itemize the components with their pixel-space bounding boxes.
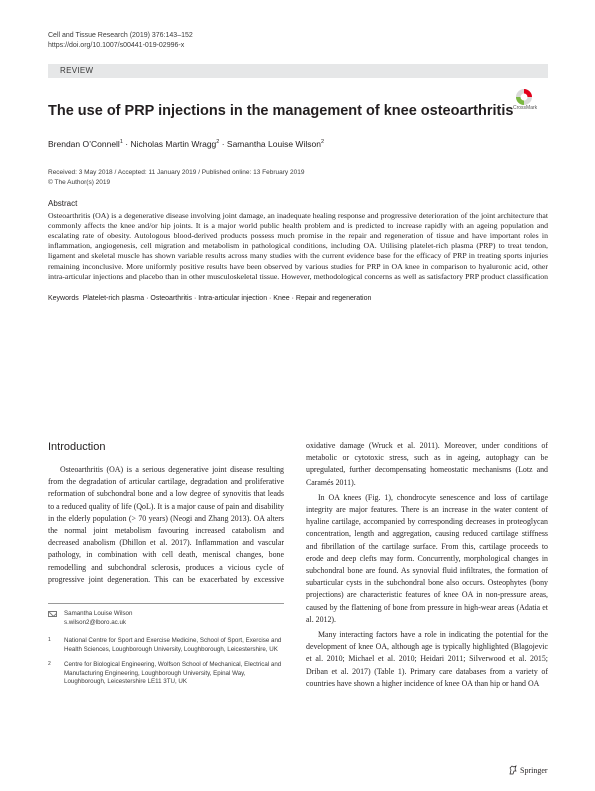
author-name[interactable]: Brendan O’Connell <box>48 139 120 149</box>
author-separator: · <box>122 139 131 149</box>
body-column-right <box>306 440 548 790</box>
author-separator: · <box>219 139 227 149</box>
article-type-label: REVIEW <box>60 66 94 75</box>
publication-dates <box>48 168 304 188</box>
author-name[interactable]: Nicholas Martin Wragg <box>130 139 217 149</box>
body-paragraph: oxidative damage (Wruck et al. 2011). Moreover, under conditions of metabolic or cytotoxic stress, such as in ageing, autophagy can be upregulated, further decompensating homeostatic mechanisms (Lotz and Caramés 2011). <box>306 441 548 487</box>
footnote-divider <box>48 603 284 604</box>
affiliation-number: 2 <box>48 661 51 667</box>
author-affiliation: 2 <box>320 139 324 146</box>
abstract-section <box>48 199 548 283</box>
affiliation-text: Centre for Biological Engineering, Wolfson School of Mechanical, Electrical and Manufacturing Engineering, Loughborough University, Epinal Way, Loughborough, Leicestershire LE11 3TU, UK <box>64 661 282 685</box>
crossmark-label[interactable]: CrossMark <box>513 105 538 111</box>
mail-icon <box>48 611 57 617</box>
keywords-line <box>48 295 371 302</box>
affiliation-note <box>48 637 284 654</box>
affiliation-number: 1 <box>48 637 51 643</box>
abstract-heading: Abstract <box>48 199 78 208</box>
contact-name: Samantha Louise Wilson <box>64 610 133 617</box>
body-column-left <box>48 464 284 587</box>
article-title: The use of PRP injections in the management of knee osteoarthritis <box>48 103 514 119</box>
body-paragraph: Osteoarthritis (OA) is a serious degenerative joint disease resulting from the degradation of articular cartilage, degradation and proliferative reformation of subchondral bone and a low degree of synovitis that leads to a reduced quality of life (QoL). It is a major cause of pain and disability in the elderly population (> 70 years) (Neogi and Zhang 2013). OA alters the normal joint metabolism favouring increased catabolism and decreased anabolism (Dhillon et al. 2017). Inflammation and vascular pathology, in combination with cell death, meniscal changes, bone remodelling and subchondral sclerosis, produces a vicious cycle of progressive joint degeneration. This can be exacerbated by excessive <box>48 465 284 584</box>
keywords-label: Keywords <box>48 295 79 302</box>
journal-citation: Cell and Tissue Research (2019) 376:143–152 <box>48 32 193 39</box>
body-paragraph: Many interacting factors have a role in indicating the potential for the development of knee OA, although age is typically highlighted (Blagojevic et al. 2010; Michael et al. 2010; Heidari 2011; Silverwood et al. 2015; Driban et al. 2017) (Table 1). Primary care databases from a variety of countries have shown a higher incidence of knee OA than hip or hand OA <box>306 630 548 688</box>
contact-email[interactable]: s.wilson2@lboro.ac.uk <box>64 618 126 626</box>
copyright-line: © The Author(s) 2019 <box>48 179 111 186</box>
keywords-text: Platelet-rich plasma · Osteoarthritis · Intra-articular injection · Knee · Repair and regeneration <box>82 295 372 302</box>
affiliation-note <box>48 661 284 687</box>
doi-link[interactable]: https://doi.org/10.1007/s00441-019-02996-x <box>48 42 185 49</box>
author-affiliation: 2 <box>216 139 220 146</box>
author-affiliation: 1 <box>119 139 123 146</box>
author-list <box>48 139 324 149</box>
abstract-text: Osteoarthritis (OA) is a degenerative disease involving joint damage, an inadequate healing response and progressive deterioration of the joint architecture that commonly affects the knee and/or hip joints. It is a major world public health problem and is predicted to increase rapidly with an ageing population and escalating rate of obesity. Autologous blood-derived products possess much promise in the repair and regeneration of tissue and have important roles in inflammation, angiogenesis, cell migration and metabolism in pathological conditions, including OA. Utilising platelet-rich plasma (PRP) to treat tendon, ligament and skeletal muscle has shown variable results across many studies with the current evidence base for the efficacy of PRP in treating sports injuries remaining inconclusive. More uniformly positive results have been observed by various studies for PRP in OA knee in comparison to hyaluronic acid, other intra-articular injections and placebo than in other musculoskeletal tissue. However, methodological concerns as well as satisfactory PRP product classification <box>48 211 548 281</box>
body-paragraph: In OA knees (Fig. 1), chondrocyte senescence and loss of cartilage integrity are major features. There is an increase in the water content of hyaline cartilage, accompanied by corresponding decreases in proteoglycan concentration, length and aggregation, causing reduced cartilage stiffness and fibrillation of the cartilage surface. From this, cartilage proceeds to erode and deep clefts may form. Concurrently, morphological changes in subchondral bone are found. As synovial fluid infiltrates, the formation of subarticular cysts in the subchondral bone also occurs. Osteophytes (bony projections) are characteristic features of knee OA in non-pressure areas, caused by the flattening of bone from pressure in high-wear areas (Adatia et al. 2012). <box>306 492 548 624</box>
publisher-logo <box>508 765 548 775</box>
springer-horse-icon <box>508 765 518 775</box>
journal-header <box>48 31 193 51</box>
affiliation-text: National Centre for Sport and Exercise Medicine, School of Sport, Exercise and Health Sciences, Loughborough University, Loughborough, Leicestershire, UK <box>64 637 282 653</box>
corresponding-author <box>48 610 284 627</box>
footnotes <box>48 610 284 694</box>
article-type-bar <box>48 64 548 78</box>
author-name[interactable]: Samantha Louise Wilson <box>226 139 321 149</box>
section-heading: Introduction <box>48 441 106 453</box>
publisher-name: Springer <box>520 766 548 775</box>
history-dates: Received: 3 May 2018 / Accepted: 11 January 2019 / Published online: 13 February 2019 <box>48 169 305 176</box>
